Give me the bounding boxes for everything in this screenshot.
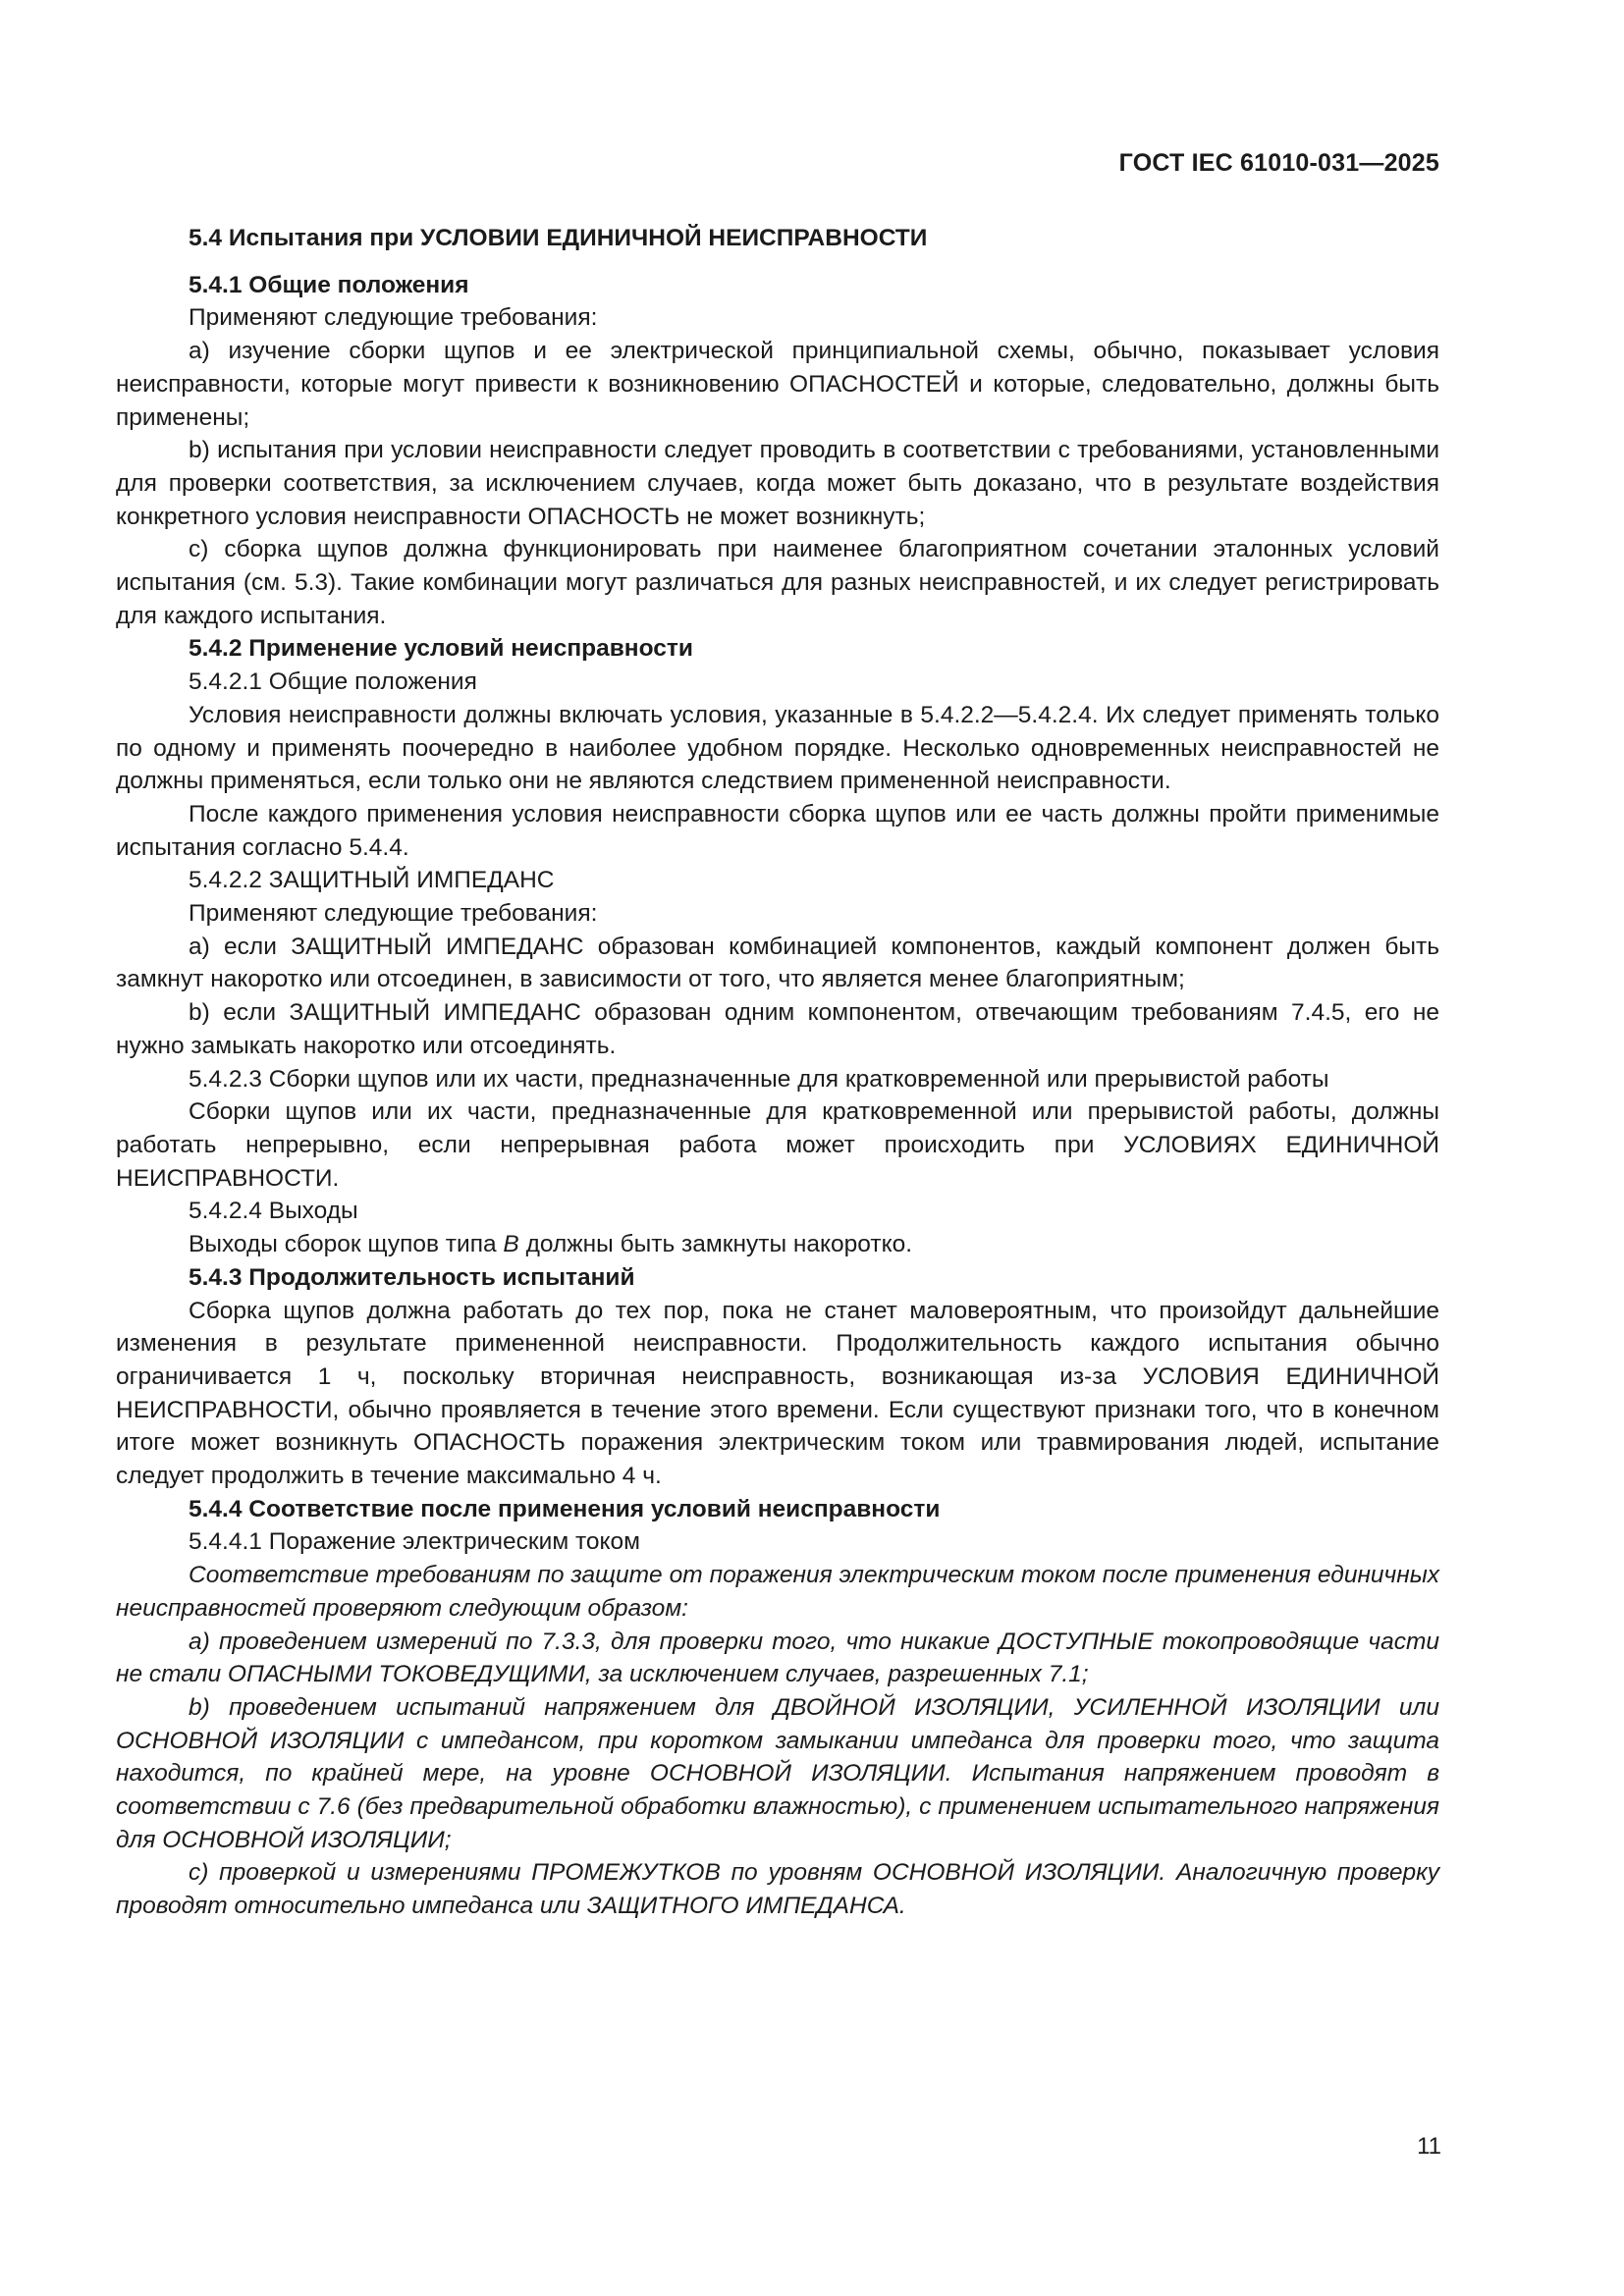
type-letter: B: [503, 1231, 519, 1258]
paragraph: После каждого применения условия неисправности сборка щупов или ее часть должны пройти применимые испытания согласно 5.4.4.: [116, 800, 1439, 861]
page-number: 11: [1417, 2133, 1441, 2160]
paragraph: 5.4 Испытания при УСЛОВИИ ЕДИНИЧНОЙ НЕИСПРАВНОСТИ: [189, 225, 928, 251]
paragraph: c) проверкой и измерениями ПРОМЕЖУТКОВ по уровням ОСНОВНОЙ ИЗОЛЯЦИИ. Аналогичную проверку проводят относительно импеданса или ЗАЩИТНОГО ИМПЕДАНСА.: [116, 1859, 1439, 1920]
paragraph: 5.4.3 Продолжительность испытаний: [189, 1263, 635, 1291]
paragraph: b) испытания при условии неисправности следует проводить в соответствии с требованиями, установленными для проверки соответствия, за исключением случаев, когда может быть доказано, что в результате воздействия конкретного условия неисправности ОПАСНОСТЬ не может возникнуть;: [116, 437, 1439, 530]
paragraph: b) если ЗАЩИТНЫЙ ИМПЕДАНС образован одним компонентом, отвечающим требованиям 7.4.5, его не нужно замыкать накоротко или отсоединять.: [116, 999, 1439, 1059]
paragraph: 5.4.2.4 Выходы: [189, 1198, 358, 1225]
document-body: [116, 222, 1439, 1923]
paragraph: Сборки щупов или их части, предназначенные для кратковременной или прерывистой работы, должны работать непрерывно, если непрерывная работа может происходить при УСЛОВИЯХ ЕДИНИЧНОЙ НЕИСПРАВНОСТИ.: [116, 1098, 1439, 1192]
paragraph: Применяют следующие требования:: [189, 304, 598, 332]
paragraph: 5.4.2.3 Сборки щупов или их части, предназначенные для кратковременной или прерывистой работы: [189, 1065, 1329, 1093]
paragraph: Сборка щупов должна работать до тех пор, пока не станет маловероятным, что произойдут дальнейшие изменения в результате примененной неисправности. Продолжительность каждого испытания обычно ограничивается 1 ч, поскольку вторичная неисправность, возникающая из-за УСЛОВИЯ ЕДИНИЧНОЙ НЕИСПРАВНОСТИ, обычно проявляется в течение этого времени. Если существуют признаки того, что в конечном итоге может возникнуть ОПАСНОСТЬ поражения электрическим током или травмирования людей, испытание следует продолжить в течение максимально 4 ч.: [116, 1297, 1439, 1490]
paragraph: a) изучение сборки щупов и ее электрической принципиальной схемы, обычно, показывает условия неисправности, которые могут привести к возникновению ОПАСНОСТЕЙ и которые, следовательно, должны быть применены;: [116, 338, 1439, 431]
paragraph: Соответствие требованиям по защите от поражения электрическим током после применения единичных неисправностей проверяют следующим образом:: [116, 1562, 1439, 1622]
paragraph: 5.4.2 Применение условий неисправности: [189, 635, 693, 663]
paragraph: Выходы сборок щупов типа B должны быть замкнуты накоротко.: [189, 1231, 912, 1258]
paragraph: a) проведением измерений по 7.3.3, для проверки того, что никакие ДОСТУПНЫЕ токопроводящие части не стали ОПАСНЫМИ ТОКОВЕДУЩИМИ, за исключением случаев, разрешенных 7.1;: [116, 1628, 1439, 1688]
paragraph: Условия неисправности должны включать условия, указанные в 5.4.2.2—5.4.2.4. Их следует применять только по одному и применять поочередно в наиболее удобном порядке. Несколько одновременных неисправностей не должны применяться, если только они не являются следствием примененной неисправности.: [116, 701, 1439, 795]
paragraph: 5.4.4.1 Поражение электрическим током: [189, 1528, 641, 1556]
paragraph: 5.4.4 Соответствие после применения условий неисправности: [189, 1495, 941, 1522]
paragraph: b) проведением испытаний напряжением для ДВОЙНОЙ ИЗОЛЯЦИИ, УСИЛЕННОЙ ИЗОЛЯЦИИ или ОСНОВНОЙ ИЗОЛЯЦИИ с импедансом, при коротком замыкании импеданса для проверки того, что защита находится, по крайней мере, на уровне ОСНОВНОЙ ИЗОЛЯЦИИ. Испытания напряжением проводят в соответствии с 7.6 (без предварительной обработки влажностью), с применением испытательного напряжения для ОСНОВНОЙ ИЗОЛЯЦИИ;: [116, 1693, 1439, 1853]
paragraph: 5.4.2.2 ЗАЩИТНЫЙ ИМПЕДАНС: [189, 867, 555, 894]
paragraph: c) сборка щупов должна функционировать при наименее благоприятном сочетании эталонных условий испытания (см. 5.3). Такие комбинации могут различаться для разных неисправностей, и их следует регистрировать для каждого испытания.: [116, 536, 1439, 629]
paragraph: 5.4.2.1 Общие положения: [189, 668, 477, 696]
paragraph: 5.4.1 Общие положения: [189, 271, 469, 298]
paragraph: a) если ЗАЩИТНЫЙ ИМПЕДАНС образован комбинацией компонентов, каждый компонент должен быть замкнут накоротко или отсоединен, в зависимости от того, что является менее благоприятным;: [116, 933, 1439, 993]
paragraph: Применяют следующие требования:: [189, 900, 598, 928]
document-header: ГОСТ IEC 61010-031—2025: [1118, 149, 1439, 177]
